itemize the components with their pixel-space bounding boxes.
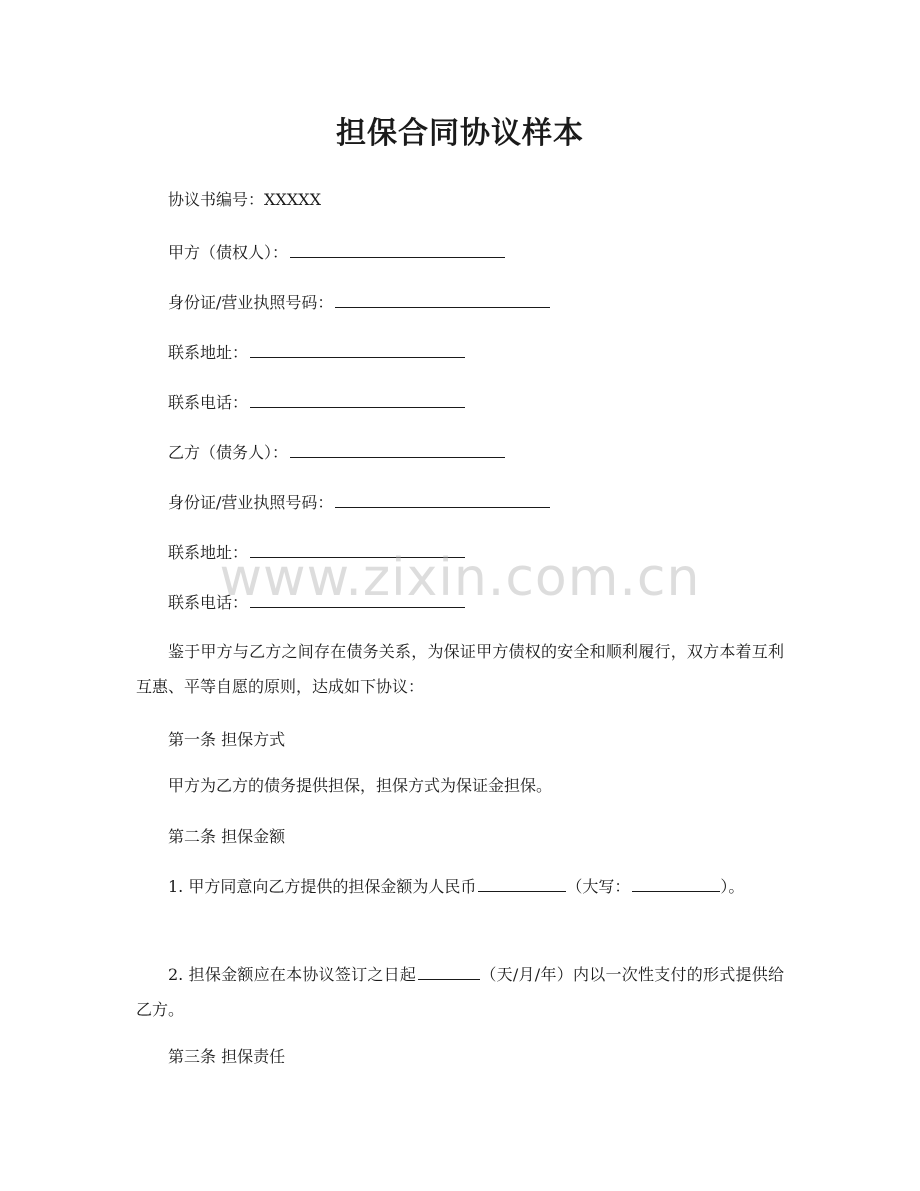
party-a-phone-blank xyxy=(250,391,465,408)
party-a-id-blank xyxy=(335,291,550,308)
party-b-id-label: 身份证/营业执照号码： xyxy=(168,493,334,512)
article-2-item-1 xyxy=(136,869,784,904)
preamble-paragraph: 鉴于甲方与乙方之间存在债务关系，为保证甲方债权的安全和顺利履行，双方本着互利互惠、平等自愿的原则，达成如下协议： xyxy=(136,642,784,696)
amount-in-words-blank xyxy=(632,875,720,892)
article-2-title-text: 第二条 担保金额 xyxy=(168,827,286,846)
party-b-id-line xyxy=(168,491,550,514)
party-a-label: 甲方（债权人）： xyxy=(168,243,289,262)
article-3-title-text: 第三条 担保责任 xyxy=(168,1047,286,1066)
party-a-phone-line xyxy=(168,391,465,414)
party-a-id-line xyxy=(168,291,550,314)
amount-blank xyxy=(478,875,566,892)
party-b-phone-label: 联系电话： xyxy=(168,593,249,612)
party-b-blank xyxy=(290,441,505,458)
article-3-title xyxy=(168,1046,285,1068)
party-a-address-line xyxy=(168,341,465,364)
party-a-phone-label: 联系电话： xyxy=(168,393,249,412)
agreement-number-text: 协议书编号：XXXXX xyxy=(168,190,321,209)
party-a-blank xyxy=(290,241,505,258)
watermark: www.zixin.com.cn xyxy=(219,548,701,608)
party-b-label: 乙方（债务人）： xyxy=(168,443,289,462)
party-b-phone-blank xyxy=(250,591,465,608)
party-b-address-label: 联系地址： xyxy=(168,543,249,562)
article-2-item-1-part-c: ）。 xyxy=(720,877,745,896)
party-a-address-blank xyxy=(250,341,465,358)
agreement-number xyxy=(168,189,321,211)
party-b-line xyxy=(168,441,505,464)
party-b-id-blank xyxy=(335,491,550,508)
article-2-item-2-part-a: 2. 担保金额应在本协议签订之日起 xyxy=(168,965,417,984)
party-b-address-blank xyxy=(250,541,465,558)
article-1-body: 甲方为乙方的债务提供担保，担保方式为保证金担保。 xyxy=(168,776,553,795)
article-2-title xyxy=(168,826,285,848)
article-1-title xyxy=(168,729,285,751)
party-a-address-label: 联系地址： xyxy=(168,343,249,362)
article-2-item-1-part-b: （大写： xyxy=(566,877,631,896)
article-2-item-2 xyxy=(136,957,784,1027)
party-a-line xyxy=(168,241,505,264)
document-title: 担保合同协议样本 xyxy=(336,116,584,151)
party-b-phone-line xyxy=(168,591,465,614)
period-blank xyxy=(418,963,480,980)
article-1-title-text: 第一条 担保方式 xyxy=(168,730,286,749)
article-2-item-2-part-b: （天/月/年）内以一次性支付的形式提供给乙方。 xyxy=(136,965,784,1019)
article-2-item-1-part-a: 1. 甲方同意向乙方提供的担保金额为人民币 xyxy=(168,877,477,896)
party-a-id-label: 身份证/营业执照号码： xyxy=(168,293,334,312)
article-1-text xyxy=(168,775,552,797)
party-b-address-line xyxy=(168,541,465,564)
